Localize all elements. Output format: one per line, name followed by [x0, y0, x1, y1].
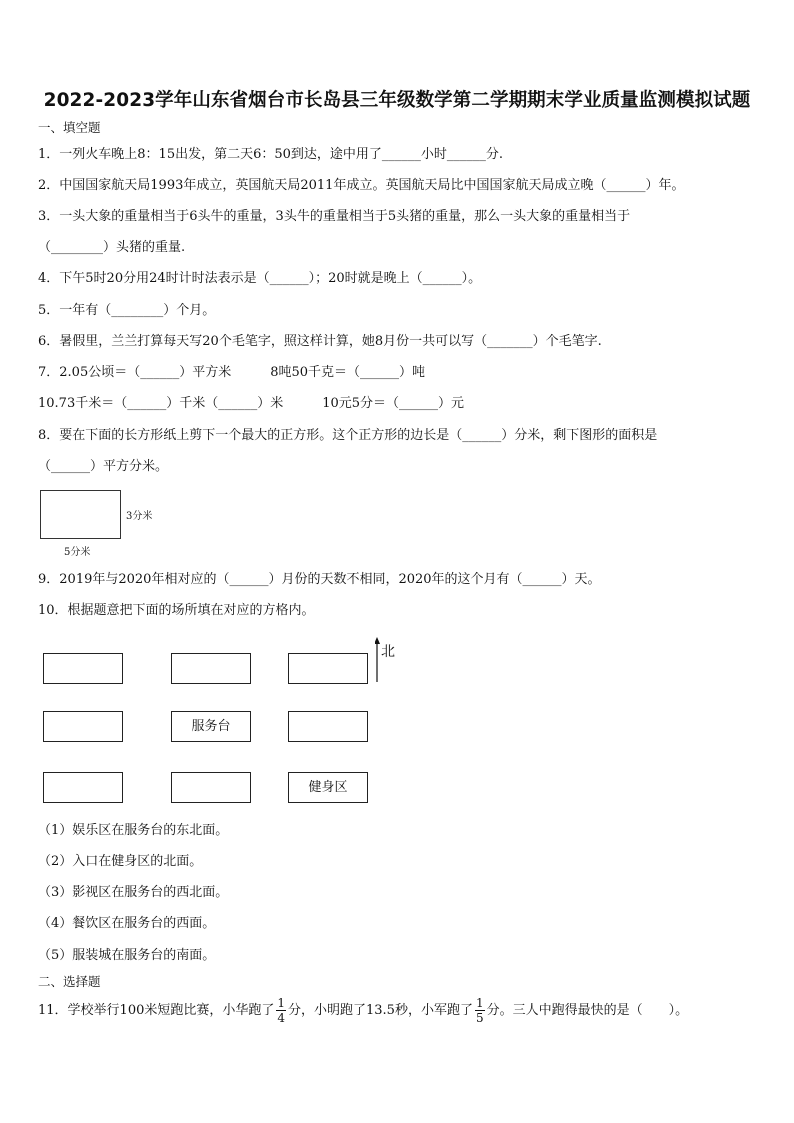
question-7-line-1: 7．2.05公顷＝（______）平方米 8吨50千克＝（______）吨: [38, 365, 426, 380]
question-1: 1．一列火车晚上8：15出发，第二天6：50到达，途中用了______小时______分.: [38, 147, 504, 162]
question-8-line-2: （______）平方分米。: [38, 459, 169, 474]
question-2: 2．中国国家航天局1993年成立，英国航天局2011年成立。英国航天局比中国国家航天局成立晚（______）年。: [38, 178, 685, 193]
question-7-line-2: 10.73千米＝（______）千米（______）米 10元5分＝（______）元: [38, 396, 465, 411]
rectangle-height-label: 3分米: [126, 511, 153, 522]
fraction-1-numerator: 1: [277, 996, 285, 1010]
section-heading-fill-blank: 一、填空题: [38, 120, 101, 135]
question-10-item-2: （2）入口在健身区的北面。: [38, 854, 203, 869]
grid-box-3: [288, 653, 368, 684]
question-3-line-2: （________）头猪的重量.: [38, 240, 186, 255]
fraction-2-numerator: 1: [475, 996, 484, 1010]
question-5: 5．一年有（________）个月。: [38, 303, 216, 318]
fraction-1-denominator: 4: [277, 1011, 285, 1025]
rectangle-figure: [40, 490, 121, 539]
question-10-item-1: （1）娱乐区在服务台的东北面。: [38, 823, 229, 838]
fraction-one-quarter: [276, 996, 286, 1025]
grid-box-7: [43, 772, 123, 803]
north-label: 北: [381, 644, 395, 660]
grid-box-6: [288, 711, 368, 742]
question-10-item-3: （3）影视区在服务台的西北面。: [38, 885, 229, 900]
rectangle-width-label: 5分米: [64, 547, 91, 558]
page-title: 2022-2023学年山东省烟台市长岛县三年级数学第二学期期末学业质量监测模拟试题: [43, 90, 751, 111]
grid-box-4: [43, 711, 123, 742]
question-8-line-1: 8．要在下面的长方形纸上剪下一个最大的正方形。这个正方形的边长是（______）分米，剩下图形的面积是: [38, 428, 658, 443]
grid-box-8: [171, 772, 251, 803]
question-3-line-1: 3．一头大象的重量相当于6头牛的重量，3头牛的重量相当于5头猪的重量，那么一头大象的重量相当于: [38, 209, 631, 224]
grid-box-2: [171, 653, 251, 684]
question-10-item-4: （4）餐饮区在服务台的西面。: [38, 916, 216, 931]
fraction-2-denominator: 5: [475, 1011, 484, 1025]
grid-box-1: [43, 653, 123, 684]
fraction-one-fifth: [475, 996, 485, 1025]
question-10-item-5: （5）服装城在服务台的南面。: [38, 948, 216, 963]
grid-box-fitness-area: 健身区: [288, 772, 368, 803]
question-4: 4．下午5时20分用24时计时法表示是（______）；20时就是晚上（______）。: [38, 271, 482, 286]
question-11-part-1: 11．学校举行100米短跑比赛，小华跑了: [38, 1003, 275, 1018]
question-11: [38, 996, 688, 1026]
section-heading-multiple-choice: 二、选择题: [38, 974, 101, 989]
question-11-part-3: 分。三人中跑得最快的是（ ）。: [486, 1003, 689, 1018]
grid-box-service-desk: 服务台: [171, 711, 251, 742]
question-11-part-2: 分，小明跑了13.5秒，小军跑了: [288, 1003, 473, 1018]
question-6: 6．暑假里，兰兰打算每天写20个毛笔字，照这样计算，她8月份一共可以写（_______）个毛笔字.: [38, 334, 602, 349]
question-9: 9．2019年与2020年相对应的（______）月份的天数不相同，2020年的这个月有（______）天。: [38, 572, 601, 587]
question-10: 10．根据题意把下面的场所填在对应的方格内。: [38, 603, 315, 618]
